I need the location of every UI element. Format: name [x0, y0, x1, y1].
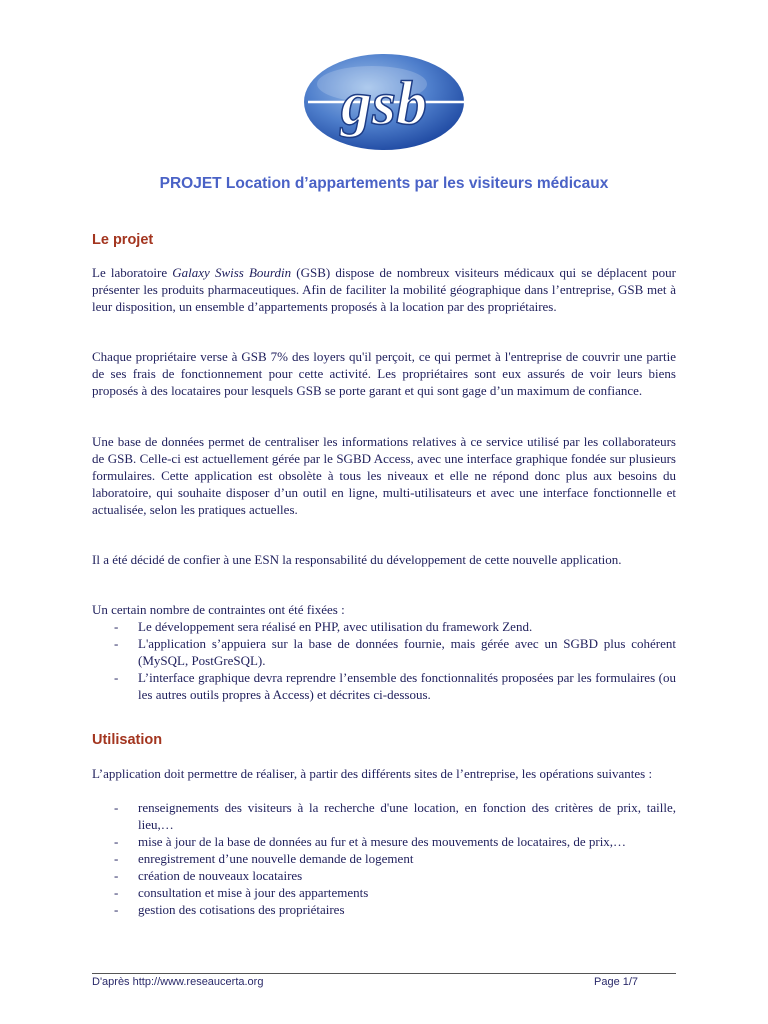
footer-source: D'après http://www.reseaucerta.org [92, 976, 264, 988]
list-marker: - [114, 670, 119, 685]
paragraph-operations-intro: L’application doit permettre de réaliser, à partir des différents sites de l’entreprise, les opérations suivantes : [92, 766, 653, 781]
list-marker: - [114, 800, 119, 815]
list-item [92, 867, 676, 884]
list-item [92, 799, 676, 833]
list-item [92, 833, 676, 850]
list-marker: - [114, 885, 119, 900]
gsb-logo [302, 52, 468, 152]
list-item-text: création de nouveaux locataires [138, 868, 303, 883]
list-item-text: L'application s’appuiera sur la base de données fournie, mais gérée avec un SGBD plus cohérent (MySQL, PostGreSQL). [138, 636, 676, 668]
list-marker: - [114, 619, 119, 634]
section-heading-utilisation: Utilisation [92, 732, 163, 748]
operations-list [92, 799, 676, 918]
list-marker: - [114, 834, 119, 849]
paragraph-owners: Chaque propriétaire verse à GSB 7% des loyers qu'il perçoit, ce qui permet à l'entreprise de couvrir une partie de ses frais de fonctionnement pour cette activité. Les propriétaires sont eux assurés de voir leurs biens proposés à des locataires pour lesquels GSB se porte garant et qui sont gage d’un maximum de confiance. [92, 349, 676, 398]
company-name: Galaxy Swiss Bourdin [172, 265, 292, 280]
list-item-text: enregistrement d’une nouvelle demande de logement [138, 851, 414, 866]
list-marker: - [114, 902, 119, 917]
list-item-text: mise à jour de la base de données au fur et à mesure des mouvements de locataires, de prix,… [138, 834, 627, 849]
paragraph-esn: Il a été décidé de confier à une ESN la responsabilité du développement de cette nouvelle application. [92, 552, 622, 567]
list-item-text: gestion des cotisations des propriétaires [138, 902, 345, 917]
list-item [92, 669, 676, 703]
paragraph-constraints-intro: Un certain nombre de contraintes ont été fixées : [92, 602, 345, 617]
paragraph-database: Une base de données permet de centraliser les informations relatives à ce service utilisé par les collaborateurs de GSB. Celle-ci est actuellement gérée par le SGBD Access, avec une interface graphique fondée sur plusieurs formulaires. Cette application est obsolète à tous les niveaux et elle ne répond donc plus aux besoins du laboratoire, qui souhaite disposer d’un outil en ligne, multi-utilisateurs et avec une interface fonctionnelle et actualisée, selon les pratiques actuelles. [92, 434, 676, 517]
page-number: Page 1/7 [594, 976, 639, 988]
list-item-text: L’interface graphique devra reprendre l’ensemble des fonctionnalités proposées par les formulaires (ou les autres outils propres à Access) et décrites ci-dessous. [138, 670, 676, 702]
intro-text-b: (GSB) dispose de nombreux visiteurs médicaux qui se déplacent pour présenter les produits pharmaceutiques. Afin de faciliter la mobilité géographique dans l’entreprise, GSB met à leur disposition, un ensemble d’appartements proposés à la location par des propriétaires. [92, 265, 677, 314]
list-item-text: consultation et mise à jour des appartements [138, 885, 369, 900]
list-item-text: renseignements des visiteurs à la recherche d'une location, en fonction des critères de prix, taille, lieu,… [138, 800, 676, 832]
logo-text: gsb [340, 70, 428, 138]
list-marker: - [114, 636, 119, 651]
footer-divider [92, 973, 676, 974]
list-item [92, 618, 676, 635]
list-item-text: Le développement sera réalisé en PHP, avec utilisation du framework Zend. [138, 619, 533, 634]
list-item [92, 901, 676, 918]
list-marker: - [114, 851, 119, 866]
page-title: PROJET Location d’appartements par les visiteurs médicaux [159, 175, 609, 192]
list-item [92, 884, 676, 901]
list-marker: - [114, 868, 119, 883]
section-heading-projet: Le projet [92, 232, 154, 248]
intro-text-a: Le laboratoire [92, 265, 173, 280]
paragraph-intro [92, 264, 676, 315]
constraints-list [92, 618, 676, 703]
list-item [92, 635, 676, 669]
list-item [92, 850, 676, 867]
